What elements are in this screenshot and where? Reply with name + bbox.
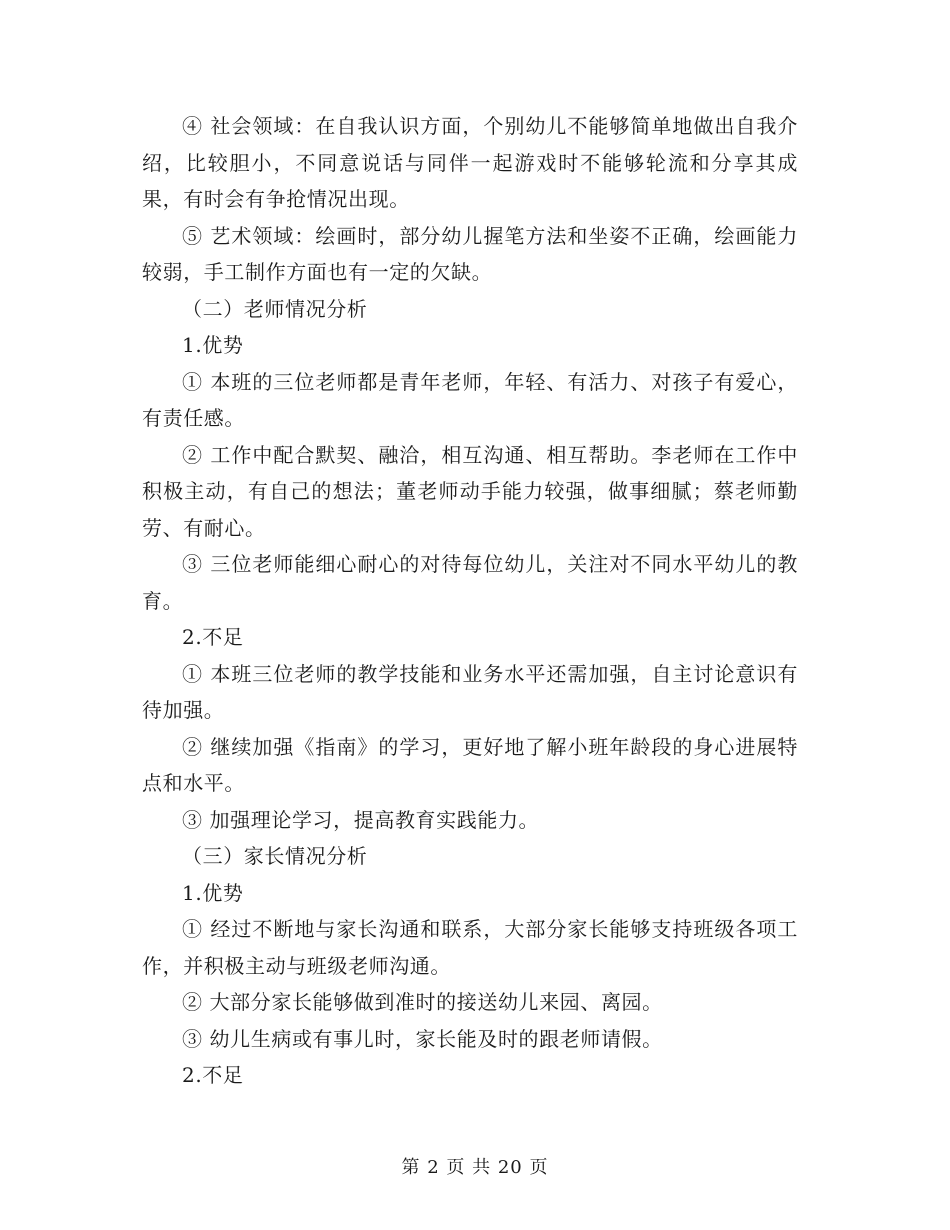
subheading-teacher-weaknesses: 2.不足 xyxy=(182,625,244,649)
paragraph-teacher-weakness-3: ③ 加强理论学习，提高教育实践能力。 xyxy=(182,807,540,832)
paragraph-parent-strength-1: ① 经过不断地与家长沟通和联系，大部分家长能够支持班级各项工作，并积极主动与班级老师沟通。 xyxy=(142,917,798,978)
paragraph-teacher-weakness-1: ① 本班三位老师的教学技能和业务水平还需加强，自主讨论意识有待加强。 xyxy=(142,661,798,722)
section-heading-teacher-analysis: （二）老师情况分析 xyxy=(182,296,368,321)
paragraph-teacher-weakness-2: ② 继续加强《指南》的学习，更好地了解小班年龄段的身心进展特点和水平。 xyxy=(142,734,798,795)
subheading-parent-weaknesses: 2.不足 xyxy=(182,1063,244,1087)
section-heading-parent-analysis: （三）家长情况分析 xyxy=(182,844,368,868)
paragraph-parent-strength-2: ② 大部分家长能够做到准时的接送幼儿来园、离园。 xyxy=(182,990,663,1014)
subheading-parent-strengths: 1.优势 xyxy=(182,880,244,905)
paragraph-teacher-strength-2: ② 工作中配合默契、融洽，相互沟通、相互帮助。李老师在工作中积极主动，有自己的想法；董老师动手能力较强，做事细腻；蔡老师勤劳、有耐心。 xyxy=(142,442,798,540)
document-body xyxy=(142,108,798,1094)
page-number-footer: 第 2 页 共 20 页 xyxy=(401,1157,549,1178)
paragraph-art-domain: ⑤ 艺术领域：绘画时，部分幼儿握笔方法和坐姿不正确，绘画能力较弱，手工制作方面也有一定的欠缺。 xyxy=(142,223,798,284)
paragraph-teacher-strength-1: ① 本班的三位老师都是青年老师，年轻、有活力、对孩子有爱心，有责任感。 xyxy=(142,369,798,430)
paragraph-teacher-strength-3: ③ 三位老师能细心耐心的对待每位幼儿，关注对不同水平幼儿的教育。 xyxy=(142,552,798,613)
paragraph-parent-strength-3: ③ 幼儿生病或有事儿时，家长能及时的跟老师请假。 xyxy=(182,1026,663,1051)
subheading-teacher-strengths: 1.优势 xyxy=(182,333,244,357)
paragraph-social-domain: ④ 社会领域：在自我认识方面，个别幼儿不能够简单地做出自我介绍，比较胆小，不同意说话与同伴一起游戏时不能够轮流和分享其成果，有时会有争抢情况出现。 xyxy=(142,114,798,211)
